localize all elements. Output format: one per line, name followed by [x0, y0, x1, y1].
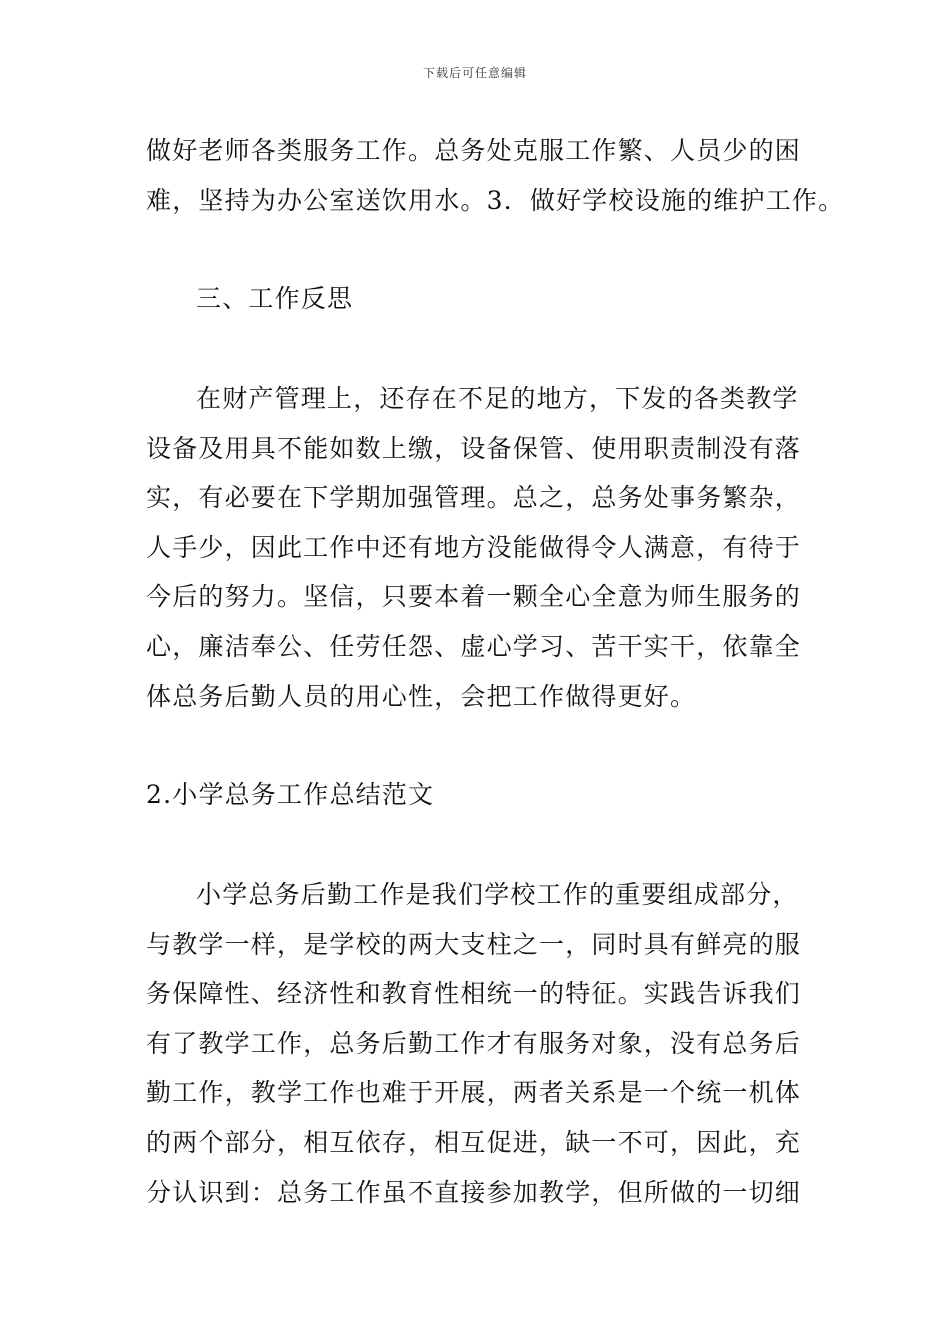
text-line: 与教学一样，是学校的两大支柱之一，同时具有鲜亮的服: [146, 929, 802, 959]
heading-text: 2.小学总务工作总结范文: [146, 780, 435, 809]
paragraph-reflection: [146, 374, 816, 721]
text-line: 今后的努力。坚信，只要本着一颗全心全意为师生服务的: [146, 582, 802, 612]
text-line: 实，有必要在下学期加强管理。总之，总务处事务繁杂，: [146, 483, 802, 513]
page-header-note: 下载后可任意编辑: [422, 66, 527, 80]
text-line: 难，坚持为办公室送饮用水。3．做好学校设施的维护工作。: [146, 185, 845, 215]
text-line: 勤工作，教学工作也难于开展，两者关系是一个统一机体: [146, 1078, 802, 1108]
text-line: 人手少，因此工作中还有地方没能做得令人满意，有待于: [146, 532, 802, 562]
text-line: 小学总务后勤工作是我们学校工作的重要组成部分，: [196, 880, 799, 909]
text-line: 设备及用具不能如数上缴，设备保管、使用职责制没有落: [146, 433, 802, 463]
text-line: 体总务后勤人员的用心性，会把工作做得更好。: [146, 681, 697, 711]
heading-text: 三、工作反思: [196, 284, 354, 313]
text-line: 做好老师各类服务工作。总务处克服工作繁、人员少的困: [146, 136, 802, 165]
paragraph-service-work: [146, 126, 845, 225]
text-line: 有了教学工作，总务后勤工作才有服务对象，没有总务后: [146, 1028, 802, 1058]
text-line: 在财产管理上，还存在不足的地方，下发的各类教学: [196, 384, 799, 413]
text-line: 的两个部分，相互依存，相互促进，缺一不可，因此，充: [146, 1127, 802, 1157]
section-heading-summary-sample: [146, 770, 816, 820]
text-line: 分认识到：总务工作虽不直接参加教学，但所做的一切细: [146, 1177, 802, 1207]
text-line: 心，廉洁奉公、任劳任怨、虚心学习、苦干实干，依靠全: [146, 631, 802, 661]
section-heading-reflection: [146, 274, 816, 324]
paragraph-summary: [146, 870, 816, 1217]
text-line: 务保障性、经济性和教育性相统一的特征。实践告诉我们: [146, 979, 802, 1009]
